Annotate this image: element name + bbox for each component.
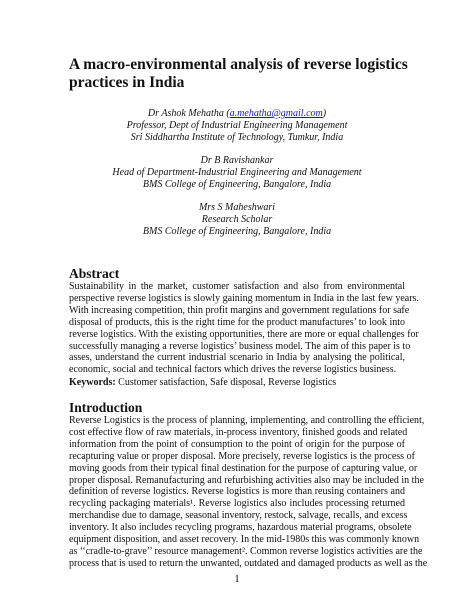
author-1-email-link[interactable]: a.mehatha@gmail.com xyxy=(229,108,323,119)
introduction-line: cost effective flow of raw materials, in-process inventory, finished goods and related xyxy=(69,426,408,438)
keywords-section xyxy=(69,377,405,389)
author-1-position: Professor, Dept of Industrial Engineering Management xyxy=(126,120,348,131)
page-number: 1 xyxy=(234,573,240,585)
introduction-line: definition of reverse logistics. Reverse logistics is more than reusing containers and xyxy=(69,486,405,498)
abstract-line: reverse logistics. With the existing opportunities, there are more or equal challenges for xyxy=(69,328,419,340)
introduction-section xyxy=(69,400,428,570)
abstract-line: perspective reverse logistics is slowly gaining momentum in India in the last few years. xyxy=(69,292,419,304)
author-2-affiliation: BMS College of Engineering, Bangalore, India xyxy=(142,179,332,190)
abstract-line: Sustainability in the market, customer satisfaction and also from environmental xyxy=(69,281,405,292)
author-1-affiliation: Sri Siddhartha Institute of Technology, Tumkur, India xyxy=(130,132,344,143)
paper-title xyxy=(69,56,409,92)
introduction-line: recapturing value or proper disposal. More precisely, reverse logistics is the process of xyxy=(69,450,415,462)
introduction-line: information from the point of consumption to the point of origin for the purpose of xyxy=(69,438,405,450)
introduction-line: recycling packaging materials¹. Reverse logistics also includes processing returned xyxy=(69,498,405,510)
introduction-line: proper disposal. Remanufacturing and refurbishing activities also may be included in the xyxy=(69,474,424,486)
author-3-position: Research Scholar xyxy=(201,214,273,225)
introduction-line: as ‘‘cradle-to-grave’’ resource management². Common reverse logistics activities are the xyxy=(69,545,423,557)
abstract-line: successfully managing a reverse logistics’ business model. The aim of this paper is to xyxy=(69,340,411,352)
keywords-line xyxy=(69,377,405,389)
author-2-position: Head of Department-Industrial Engineering and Management xyxy=(112,167,362,178)
introduction-body xyxy=(69,415,428,570)
abstract-line: With increasing competition, thin profit margins and government regulations for safe xyxy=(69,304,410,316)
abstract-line: disposal of products, this is the right time for the product manufactures’ to look into xyxy=(69,316,405,328)
introduction-line: inventory. It also includes recycling programs, hazardous material programs, obsolete xyxy=(69,522,412,534)
abstract-heading: Abstract xyxy=(69,266,120,281)
author-1 xyxy=(60,108,414,144)
author-2 xyxy=(60,155,414,191)
abstract-line: economic, social and technical factors which drives the reverse logistics business. xyxy=(69,364,397,376)
abstract-body xyxy=(69,281,419,376)
author-3-affiliation: BMS College of Engineering, Bangalore, India xyxy=(142,226,332,237)
author-3 xyxy=(60,202,414,238)
introduction-line: process that is used to return the unwanted, outdated and damaged products as well as the xyxy=(69,557,428,569)
keywords-text: Customer satisfaction, Safe disposal, Reverse logistics xyxy=(115,377,337,388)
author-1-name-suffix: ) xyxy=(322,108,327,119)
author-list xyxy=(60,108,414,249)
author-2-name: Dr B Ravishankar xyxy=(200,155,274,166)
author-1-name xyxy=(60,108,414,120)
introduction-line: equipment disposition, and asset recovery. In the mid-1980s this was commonly known xyxy=(69,534,420,546)
title-line-2: practices in India xyxy=(69,74,185,91)
introduction-line: Reverse Logistics is the process of planning, implementing, and controlling the efficient, xyxy=(69,415,425,426)
abstract-line: asses, understand the current industrial scenario in India by analysing the political, xyxy=(69,352,405,364)
keywords-label: Keywords: xyxy=(69,377,116,388)
introduction-line: merchandise due to damage, seasonal inventory, restock, salvage, recalls, and excess xyxy=(69,510,408,522)
introduction-heading: Introduction xyxy=(69,400,143,415)
abstract-section xyxy=(69,266,419,376)
introduction-line: moving goods from their typical final destination for the purpose of capturing value, or xyxy=(69,462,418,474)
author-3-name: Mrs S Maheshwari xyxy=(198,202,276,213)
title-line-1: A macro-environmental analysis of reverse logistics xyxy=(69,56,408,73)
author-1-name-text: Dr Ashok Mehatha ( xyxy=(147,108,230,119)
